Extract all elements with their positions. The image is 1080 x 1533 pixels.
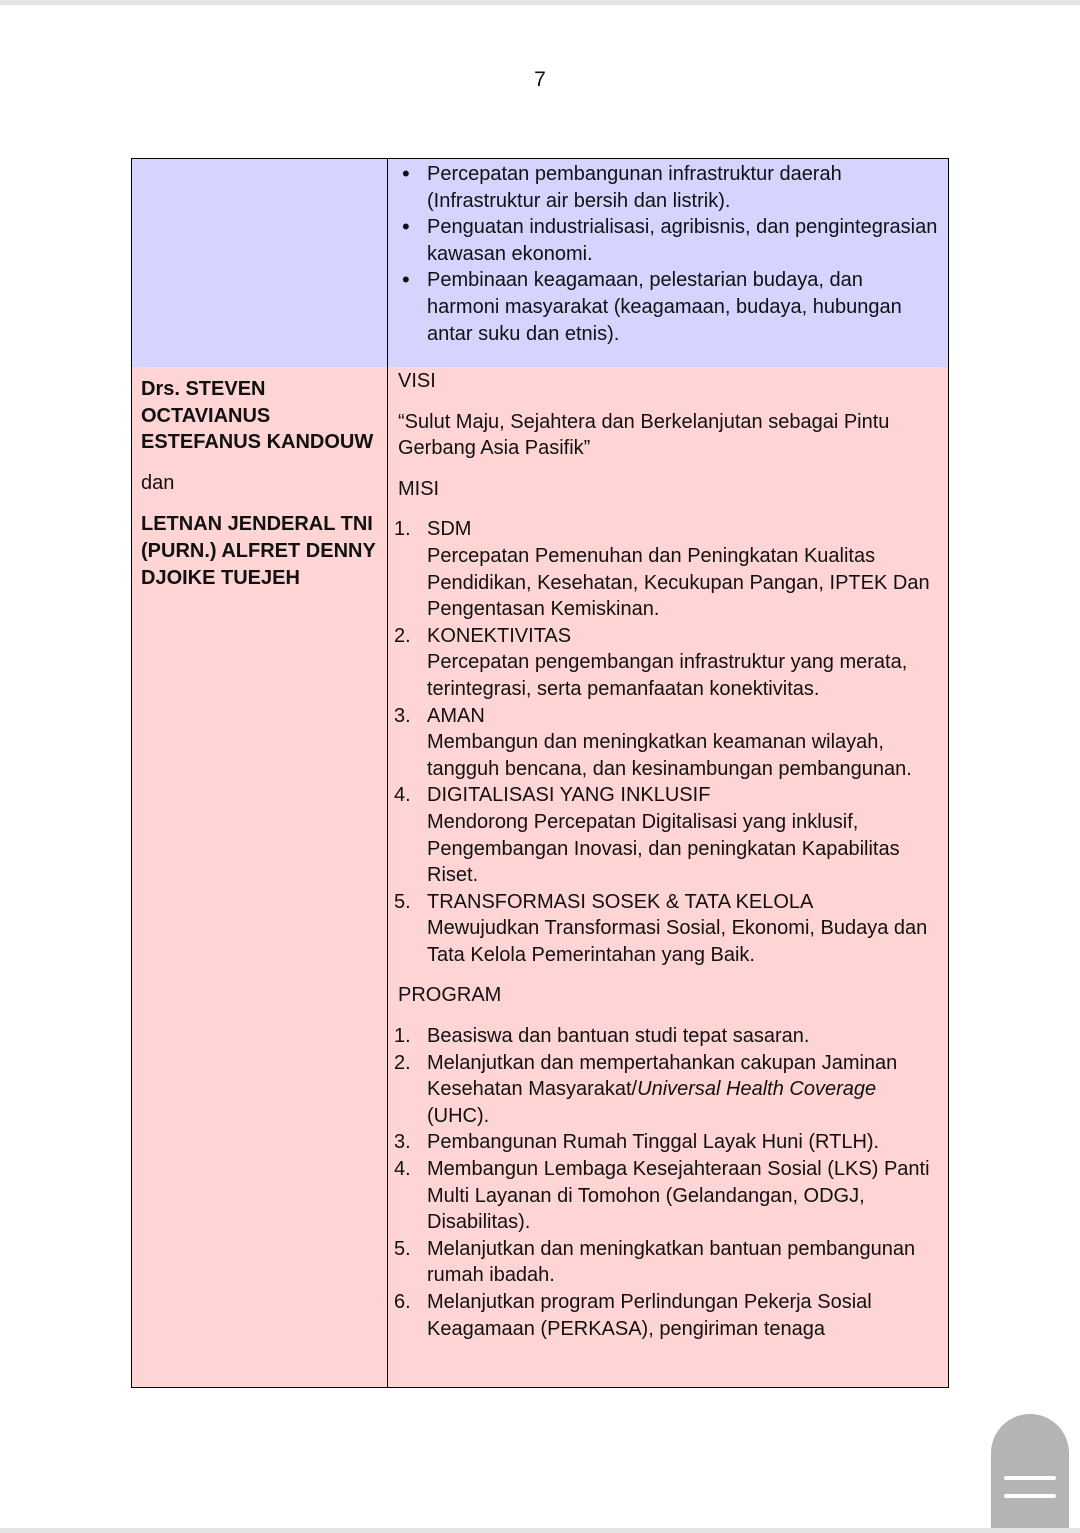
program-text: Melanjutkan dan mempertahankan cakupan Jaminan Kesehatan Masyarakat/ [427, 1051, 898, 1101]
list-item: 6. Melanjutkan program Perlindungan Pekerja Sosial Keagamaan (PERKASA), pengiriman tenaga [394, 1291, 872, 1340]
misi-title: AMAN [427, 704, 485, 727]
grip-line-icon [1004, 1494, 1056, 1498]
misi-title: SDM [427, 518, 472, 541]
bullet-item: • Penguatan industrialisasi, agribisnis, dan pengintegrasian kawasan ekonomi. [398, 214, 938, 267]
misi-text: Mendorong Percepatan Digitalisasi yang inklusif, Pengembangan Inovasi, dan peningkatan Kapabilitas Riset. [427, 810, 900, 887]
list-item: 5. TRANSFORMASI SOSEK & TATA KELOLA Mewujudkan Transformasi Sosial, Ekonomi, Budaya dan Tata Kelola Pemerintahan yang Baik. [398, 889, 938, 969]
program-text: Melanjutkan dan meningkatkan bantuan pembangunan rumah ibadah. [427, 1237, 916, 1287]
list-item: 1. SDM Percepatan Pemenuhan dan Peningkatan Kualitas Pendidikan, Kesehatan, Kecukupan Pangan, IPTEK Dan Pengentasan Kemiskinan. [398, 516, 938, 622]
misi-heading: MISI [398, 477, 440, 500]
list-item: 5. Melanjutkan dan meningkatkan bantuan pembangunan rumah ibadah. [394, 1237, 916, 1287]
program-heading: PROGRAM [398, 984, 502, 1007]
table-row-continuation [132, 159, 948, 367]
visi-heading: VISI [398, 370, 436, 392]
program-text-italic: Universal Health Coverage [637, 1078, 877, 1101]
visi-text: “Sulut Maju, Sejahtera dan Berkelanjutan sebagai Pintu Gerbang Asia Pasifik” [398, 410, 890, 460]
misi-title: DIGITALISASI YANG INKLUSIF [427, 784, 711, 807]
bullet-list [398, 159, 938, 347]
program-text: Pembangunan Rumah Tinggal Layak Huni (RTLH). [427, 1131, 880, 1154]
table-row-candidate [132, 367, 948, 1388]
misi-list [394, 516, 938, 968]
grip-line-icon [1004, 1476, 1056, 1480]
list-item: 1. Beasiswa dan bantuan studi tepat sasaran. [394, 1025, 810, 1048]
top-edge [0, 0, 1080, 5]
program-list [394, 1023, 938, 1342]
misi-title: KONEKTIVITAS [427, 624, 572, 647]
candidate-table [131, 158, 949, 1388]
misi-title: TRANSFORMASI SOSEK & TATA KELOLA [427, 890, 814, 913]
conjunction-text: dan [141, 471, 175, 494]
program-text: Beasiswa dan bantuan studi tepat sasaran. [427, 1025, 810, 1048]
candidate-names-cell [132, 367, 388, 1388]
list-item: 4. Membangun Lembaga Kesejahteraan Sosial (LKS) Panti Multi Layanan di Tomohon (Gelandangan, ODGJ, Disabilitas). [394, 1158, 930, 1234]
list-item: 4. DIGITALISASI YANG INKLUSIF Mendorong Percepatan Digitalisasi yang inklusif, Pengembangan Inovasi, dan peningkatan Kapabilitas Riset. [398, 782, 938, 888]
empty-cell [132, 159, 388, 367]
list-item: 3. Pembangunan Rumah Tinggal Layak Huni (RTLH). [394, 1131, 880, 1154]
vision-mission-cell [388, 367, 948, 1388]
list-item: 3. AMAN Membangun dan meningkatkan keamanan wilayah, tangguh bencana, dan kesinambungan pembangunan. [398, 703, 938, 783]
misi-text: Percepatan pengembangan infrastruktur yang merata, terintegrasi, serta pemanfaatan konektivitas. [427, 651, 908, 700]
misi-text: Mewujudkan Transformasi Sosial, Ekonomi, Budaya dan Tata Kelola Pemerintahan yang Baik. [427, 917, 928, 966]
program-text: Membangun Lembaga Kesejahteraan Sosial (LKS) Panti Multi Layanan di Tomohon (Gelandangan, ODGJ, Disabilitas). [427, 1158, 930, 1234]
bottom-edge [0, 1528, 1080, 1533]
continuation-cell [388, 159, 948, 367]
misi-text: Membangun dan meningkatkan keamanan wilayah, tangguh bencana, dan kesinambungan pembangunan. [427, 731, 912, 780]
program-text: (UHC). [427, 1104, 490, 1127]
page-number: 7 [534, 68, 546, 91]
misi-text: Percepatan Pemenuhan dan Peningkatan Kualitas Pendidikan, Kesehatan, Kecukupan Pangan, IPTEK Dan Pengentasan Kemiskinan. [427, 544, 930, 621]
list-item: 2. Melanjutkan dan mempertahankan cakupan Jaminan Kesehatan Masyarakat/Universal Health Coverage (UHC). [394, 1051, 898, 1127]
candidate-vice-governor-name: LETNAN JENDERAL TNI (PURN.) ALFRET DENNY DJOIKE TUEJEH [141, 513, 376, 589]
bullet-item: • Pembinaan keagamaan, pelestarian budaya, dan harmoni masyarakat (keagamaan, budaya, hubungan antar suku dan etnis). [398, 267, 938, 347]
scroll-handle[interactable] [991, 1414, 1069, 1533]
list-item: 2. KONEKTIVITAS Percepatan pengembangan infrastruktur yang merata, terintegrasi, serta pemanfaatan konektivitas. [398, 623, 938, 703]
program-text: Melanjutkan program Perlindungan Pekerja Sosial Keagamaan (PERKASA), pengiriman tenaga [427, 1291, 872, 1340]
bullet-item: • Percepatan pembangunan infrastruktur daerah (Infrastruktur air bersih dan listrik). [398, 161, 938, 214]
candidate-governor-name: Drs. STEVEN OCTAVIANUS ESTEFANUS KANDOUW [141, 378, 374, 454]
